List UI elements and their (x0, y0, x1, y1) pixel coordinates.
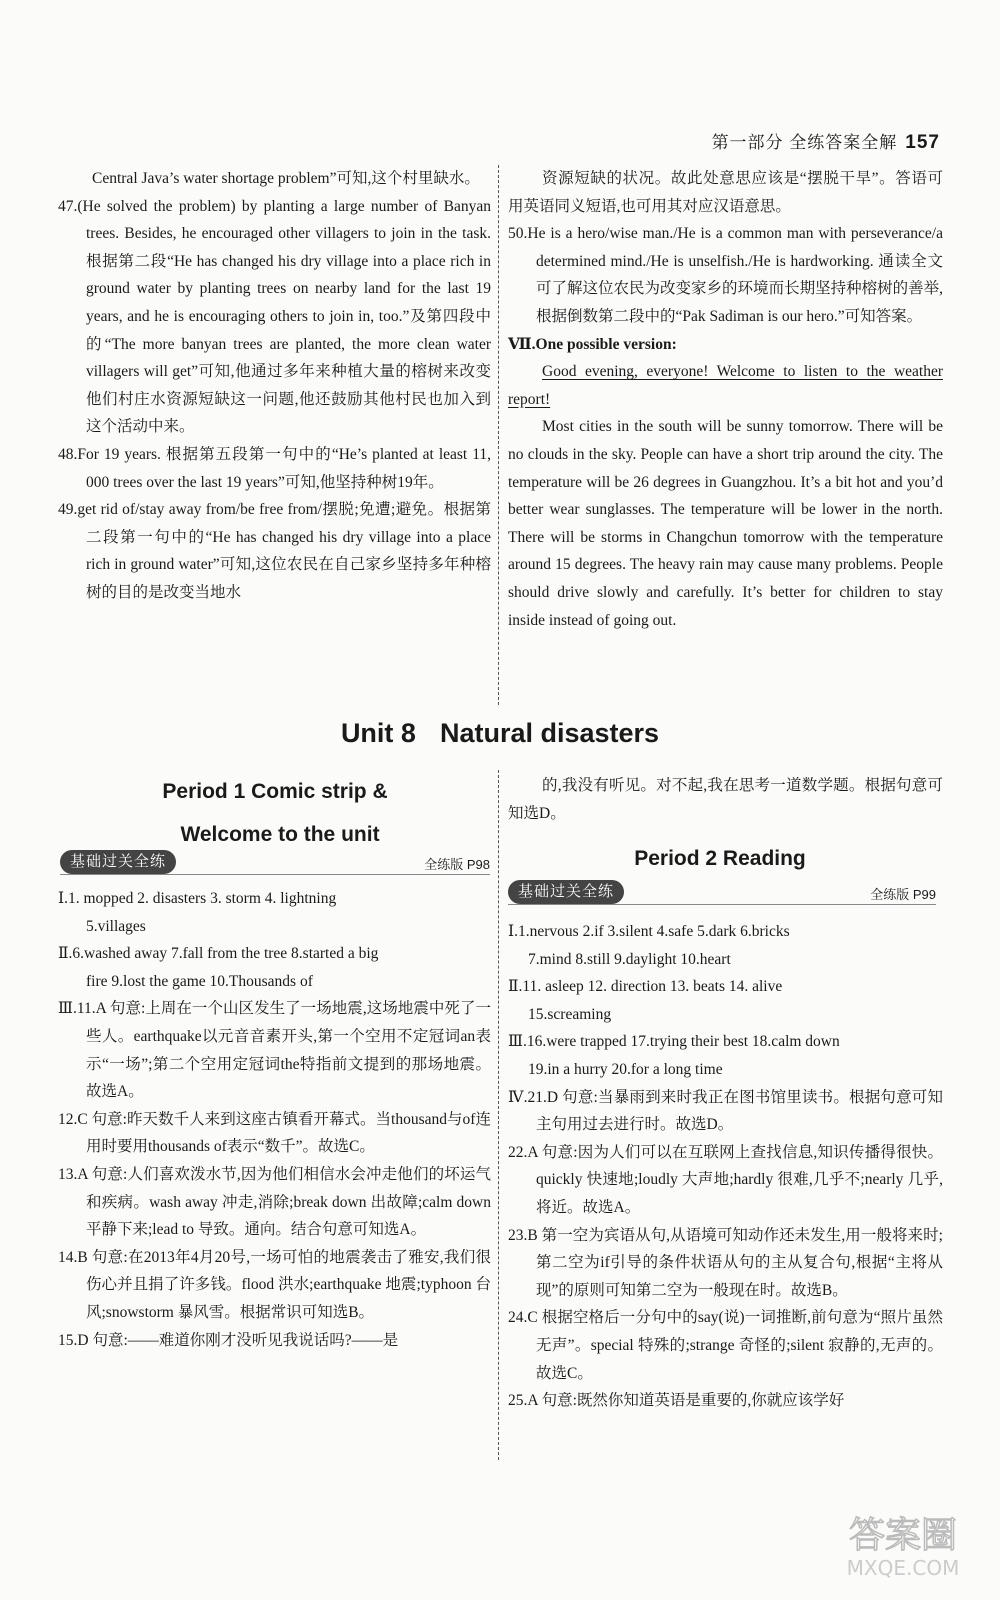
answer-48: 48.For 19 years. 根据第五段第一句中的“He’s planted at least 11, 000 trees over the last 19 years”可知,他坚持种树19年。 (58, 445, 491, 491)
watermark-logo (828, 1505, 978, 1585)
answers-column-c (58, 885, 491, 1354)
section-vii-label: Ⅶ.One possible version: (508, 335, 677, 353)
answer-i-row1: Ⅰ.1. mopped 2. disasters 3. storm 4. lightning (58, 890, 337, 907)
answers-column-b (508, 165, 943, 634)
answer-46-cont: Central Java’s water shortage problem”可知,这个村里缺水。 (92, 170, 480, 187)
watermark-graphic (828, 1505, 978, 1585)
answer-13: 13.A 句意:人们喜欢泼水节,因为他们相信水会冲走他们的坏运气和疾病。wash away 冲走,消除;break down 出故障;calm down 平静下来;lead to 导致。通向。结合句意可知选A。 (58, 1165, 491, 1239)
answer-p2-ii-row2: 15.screaming (528, 1005, 612, 1023)
answer-15-cont (508, 772, 943, 827)
answer-25: 25.A 句意:既然你知道英语是重要的,你就应该学好 (508, 1392, 845, 1410)
answer-23: 23.B 第一空为宾语从句,从语境可知动作还未发生,用一般将来时;第二空为if引导的条件状语从句的主从复合句,根据“主将从现”的原则可知第二空为一般现在时。故选B。 (508, 1226, 943, 1299)
answer-11: Ⅲ.11.A 句意:上周在一个山区发生了一场地震,这场地震中死了一些人。earthquake以元音音素开头,第一个空用不定冠词an表示“一场”;第二个空用定冠词the特指前文提到的那场地震。故选A。 (58, 1000, 491, 1101)
period1-page-ref: 全练版 P98 (424, 857, 490, 872)
answers-column-d (508, 918, 943, 1415)
answer-p2-i-row1: Ⅰ.1.nervous 2.if 3.silent 4.safe 5.dark 6.bricks (508, 923, 790, 940)
answer-21: Ⅳ.21.D 句意:当暴雨到来时我正在图书馆里读书。根据句意可知主句用过去进行时。故选D。 (508, 1088, 943, 1134)
period2-badge: 基础过关全练 (508, 880, 624, 904)
answer-12: 12.C 句意:昨天数千人来到这座古镇看开幕式。当thousand与of连用时要用thousands of表示“数千”。故选C。 (58, 1110, 491, 1156)
running-header (712, 128, 940, 154)
answer-24: 24.C 根据空格后一分句中的say(说)一词推断,前句意为“照片虽然无声”。special 特殊的;strange 奇怪的;silent 寂静的,无声的。故选C。 (508, 1309, 943, 1382)
period1-section-bar (60, 850, 490, 875)
answer-p2-i-row2: 7.mind 8.still 9.daylight 10.heart (528, 950, 731, 968)
period1-badge: 基础过关全练 (60, 850, 176, 874)
answer-49: 49.get rid of/stay away from/be free from/摆脱;免遭;避免。根据第二段第一句中的“He has changed his dry village into a place rich in ground water”可知,这位农民在自己家乡坚持多年种榕树的目的是改变当地水 (58, 501, 491, 601)
period2-section-bar (508, 880, 936, 905)
answer-14: 14.B 句意:在2013年4月20号,一场可怕的地震袭击了雅安,我们很伤心并且捐了许多钱。flood 洪水;earthquake 地震;typhoon 台风;snowstorm 暴风雪。根据常识可知选B。 (58, 1248, 491, 1321)
column-divider-2 (498, 770, 499, 1460)
period1-title-line2: Welcome to the unit (180, 823, 380, 846)
essay-body: Most cities in the south will be sunny tomorrow. There will be no clouds in the sky. People can have a short trip around the city. The temperature will be 26 degrees in Guangzhou. It’s a bit hot and you’d better wear sunglasses. The temperature will be lower in the north. There will be storms in Changchun tomorrow with the temperature around 15 degrees. The heavy rain may cause many problems. People should drive slowly and carefully. It’s better for children to stay inside instead of going out. (508, 418, 943, 629)
answer-15: 15.D 句意:——难道你刚才没听见我说话吗?——是 (58, 1331, 399, 1349)
watermark-site: MXQE.COM (846, 1556, 960, 1580)
period2-page-ref: 全练版 P99 (870, 887, 936, 902)
unit-name: Natural disasters (439, 718, 660, 748)
answer-ii-row1: Ⅱ.6.washed away 7.fall from the tree 8.started a big (58, 945, 379, 963)
answer-p2-iii-row1: Ⅲ.16.were trapped 17.trying their best 18.calm down (508, 1033, 840, 1051)
answer-ii-row2: fire 9.lost the game 10.Thousands of (86, 972, 313, 990)
answers-column-a (58, 165, 491, 607)
answer-50: 50.He is a hero/wise man./He is a common man with perseverance/a determined mind./He is unselfish./He is hardworking. 通读全文可了解这位农民为改变家乡的环境而长期坚持种榕树的善举,根据倒数第二段中的“Pak Sadiman is our hero.”可知答案。 (508, 225, 943, 325)
answer-p2-ii-row1: Ⅱ.11. asleep 12. direction 13. beats 14. alive (508, 978, 783, 996)
answer-47: 47.(He solved the problem) by planting a large number of Banyan trees. Besides, he encouraged other villagers to join in the task. 根据第二段“He has changed his dry village into a place rich in ground water by planting trees on nearby land for the last 19 years, and he is encouraging others to join in, too.”及第四段中的“The more banyan trees are planted, the more clean water villagers will get”可知,他通过多年来种植大量的榕树来改变他们村庄水资源短缺这一问题,他还鼓励其他村民也加入到这个活动中来。 (58, 197, 491, 436)
answer-22: 22.A 句意:因为人们可以在互联网上查找信息,知识传播得很快。quickly 快速地;loudly 大声地;hardly 很难,几乎不;nearly 几乎,将近。故选A。 (508, 1143, 943, 1216)
header-text: 第一部分 全练答案全解 (711, 133, 898, 152)
essay-greeting: Good evening, everyone! Welcome to listen to the weather report! (508, 363, 943, 408)
answer-49-cont: 资源短缺的状况。故此处意思应该是“摆脱干旱”。答语可用英语同义短语,也可用其对应汉语意思。 (508, 170, 943, 215)
answer-p2-iii-row2: 19.in a hurry 20.for a long time (528, 1060, 723, 1078)
unit-title (0, 718, 1000, 749)
unit-number: Unit 8 (340, 718, 416, 748)
period1-title-line1: Period 1 Comic strip & (162, 780, 388, 803)
column-divider (498, 165, 499, 705)
answer-15-cont-text: 的,我没有听见。对不起,我在思考一道数学题。根据句意可知选D。 (508, 777, 943, 822)
answer-i-row2: 5.villages (86, 917, 146, 935)
watermark-chinese: 答案圈 (848, 1515, 958, 1556)
period2-title: Period 2 Reading (634, 847, 806, 870)
page-number: 157 (905, 132, 940, 153)
